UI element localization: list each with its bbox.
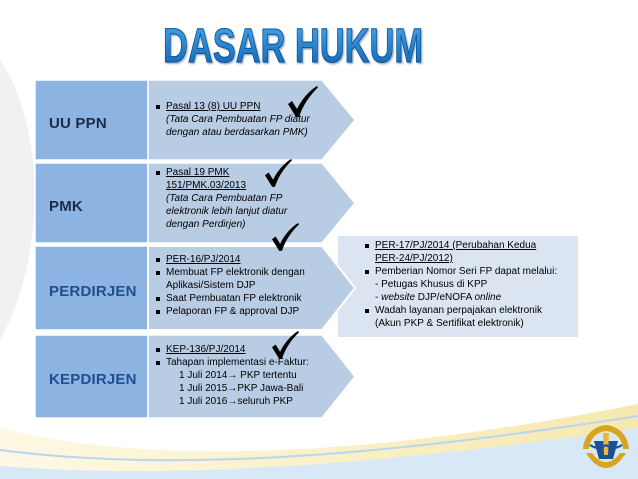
bullet-item: [153, 253, 305, 266]
bullet-item: [153, 100, 310, 139]
perdirjen-detail-content: [362, 239, 557, 330]
bullet-text: Tahapan implementasi e-Faktur:: [166, 357, 309, 368]
sub-item-text: DJP/eNOFA: [415, 292, 475, 303]
bullet-item: [153, 292, 305, 305]
bullet-text: Pelaporan FP & approval DJP: [166, 306, 300, 317]
bullet-text: Pemberian Nomor Seri FP dapat melalui:: [375, 266, 558, 277]
bullet-text: Membuat FP elektronik dengan Aplikasi/Sistem DJP: [166, 267, 305, 291]
regulation-reference: PER-17/PJ/2014 (Perubahan Kedua PER-24/PJ/2012): [375, 240, 537, 264]
background-swoosh-left: [0, 60, 35, 340]
regulation-reference: Pasal 19 PMK 151/PMK.03/2013: [166, 167, 247, 191]
regulation-reference: Pasal 13 (8) UU PPN: [166, 101, 261, 112]
timeline-item: 1 Juli 2015→PKP Jawa-Bali: [179, 383, 304, 394]
row-label-uu-ppn: UU PPN: [49, 114, 107, 132]
timeline-item: 1 Juli 2016→seluruh PKP: [179, 396, 293, 407]
bullet-text: Saat Pembuatan FP elektronik: [166, 293, 302, 304]
sub-item: [375, 291, 557, 304]
sub-item-emphasis: website: [381, 292, 416, 303]
sub-item: - Petugas Khusus di KPP: [375, 279, 488, 290]
perdirjen-content: [153, 253, 305, 318]
kepdirjen-content: [153, 343, 309, 408]
regulation-note: (Tata Cara Pembuatan FP diatur dengan atau berdasarkan PMK): [166, 114, 310, 138]
row-label-pmk: PMK: [49, 197, 83, 215]
bullet-item: [362, 239, 557, 265]
pmk-content: [153, 166, 287, 231]
bullet-item: [153, 266, 305, 292]
sub-item-prefix: -: [375, 292, 382, 303]
bullet-item: [362, 265, 557, 304]
bullet-item: [153, 343, 309, 356]
regulation-note: (Tata Cara Pembuatan FP elektronik lebih lanjut diatur dengan Perdirjen): [166, 193, 288, 230]
bullet-item: [153, 166, 287, 231]
sub-item-emphasis: online: [474, 292, 502, 303]
regulation-reference: KEP-136/PJ/2014: [166, 344, 246, 355]
bullet-item: [153, 305, 305, 318]
bullet-item: [153, 356, 309, 408]
row-label-kepdirjen: KEPDIRJEN: [49, 371, 137, 388]
regulation-reference: PER-16/PJ/2014: [166, 254, 241, 265]
row-label-perdirjen: PERDIRJEN: [49, 282, 137, 300]
bullet-text: Wadah layanan perpajakan elektronik (Akun PKP & Sertifikat elektronik): [375, 305, 542, 329]
bullet-item: [362, 304, 557, 330]
timeline-item: 1 Juli 2014→ PKP tertentu: [179, 370, 297, 381]
slide-title: DASAR HUKUM: [163, 20, 423, 73]
uu-ppn-content: [153, 100, 310, 139]
